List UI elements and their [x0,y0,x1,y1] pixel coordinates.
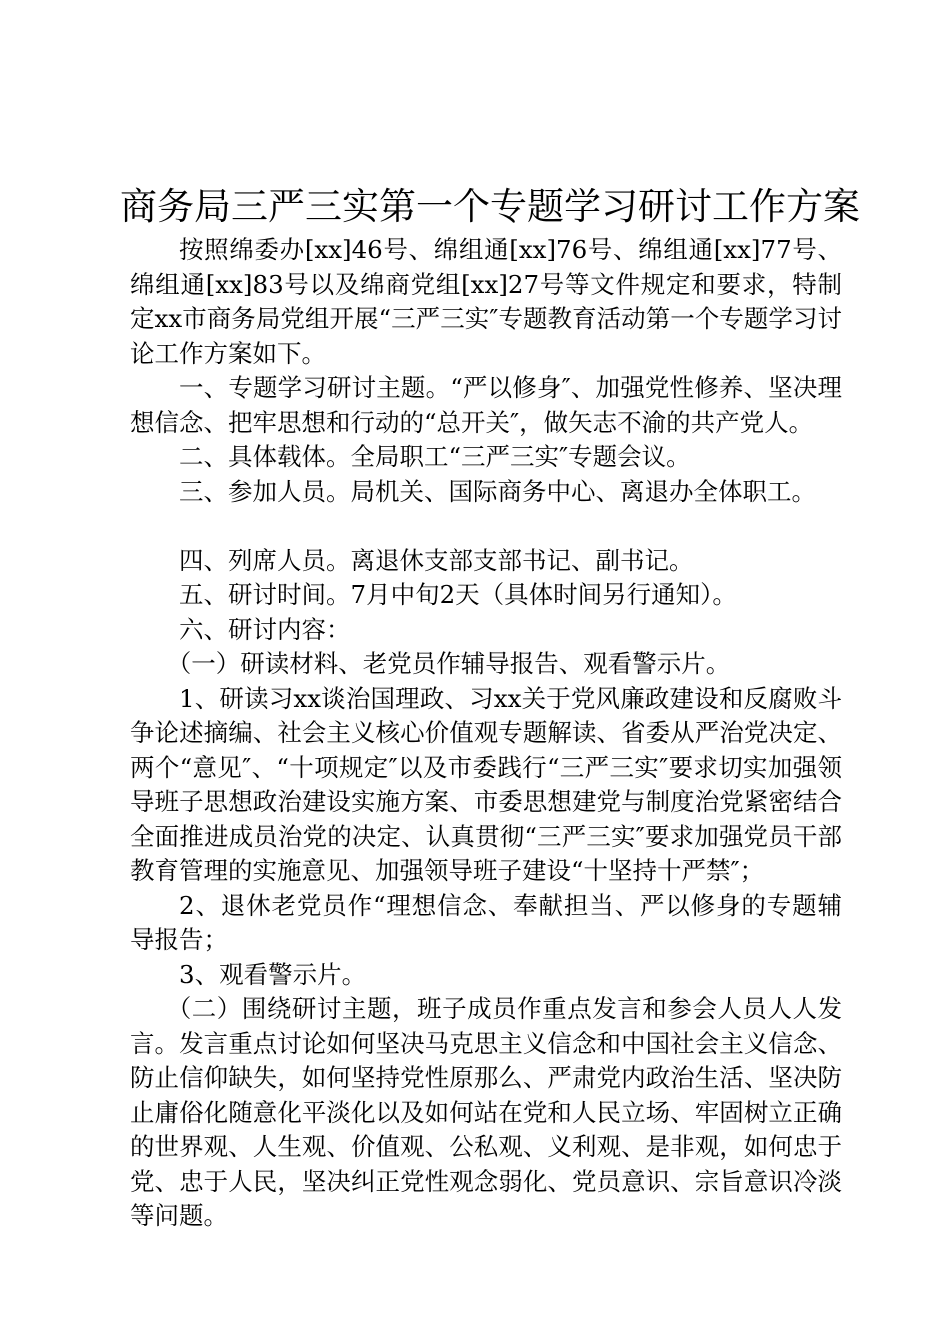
paragraph-intro: 按照绵委办[xx]46号、绵组通[xx]76号、绵组通[xx]77号、绵组通[xx]83号以及绵商党组[xx]27号等文件规定和要求，特制定xx市商务局党组开展“三严三实″专题教育活动第一个专题学习讨论工作方案如下。 [130,235,842,368]
paragraph-section-2: 二、具体载体。全局职工“三严三实″专题会议。 [179,442,691,471]
paragraph-section-3: 三、参加人员。局机关、国际商务中心、离退办全体职工。 [179,476,816,506]
paragraph-section-5: 五、研讨时间。7月中旬2天（具体时间另行通知）。 [179,580,737,609]
paragraph-item-1: 1、研读习xx谈治国理政、习xx关于党风廉政建设和反腐败斗争论述摘编、社会主义核心价值观专题解读、省委从严治党决定、两个“意见″、“十项规定″以及市委践行“三严三实″要求切实加强领导班子思想政治建设实施方案、市委思想建党与制度治党紧密结合全面推进成员治党的决定、认真贯彻“三严三实″要求加强党员干部教育管理的实施意见、加强领导班子建设“十坚持十严禁″； [130,683,842,885]
document-body [130,233,842,1234]
paragraph-subsection-1: （一）研读材料、老党员作辅导报告、观看警示片。 [166,649,731,678]
document-title: 商务局三严三实第一个专题学习研讨工作方案 [120,185,860,228]
paragraph-section-6: 六、研讨内容： [179,614,351,644]
paragraph-item-3: 3、观看警示片。 [179,959,367,989]
paragraph-item-2: 2、退休老党员作“理想信念、奉献担当、严以修身的专题辅导报告； [130,890,842,954]
paragraph-section-1: 一、专题学习研讨主题。“严以修身″、加强党性修养、坚决理想信念、把牢思想和行动的“总开关″，做矢志不渝的共产党人。 [130,373,842,437]
paragraph-subsection-2: （二）围绕研讨主题，班子成员作重点发言和参会人员人人发言。发言重点讨论如何坚决马克思主义信念和中国社会主义信念、防止信仰缺失，如何坚持党性原那么、严肃党内政治生活、坚决防止庸俗化随意化平淡化以及如何站在党和人民立场、牢固树立正确的世界观、人生观、价值观、公私观、义利观、是非观，如何忠于党、忠于人民，坚决纠正党性观念弱化、党员意识、宗旨意识冷淡等问题。 [130,994,842,1230]
paragraph-section-4: 四、列席人员。离退休支部支部书记、副书记。 [179,545,694,575]
